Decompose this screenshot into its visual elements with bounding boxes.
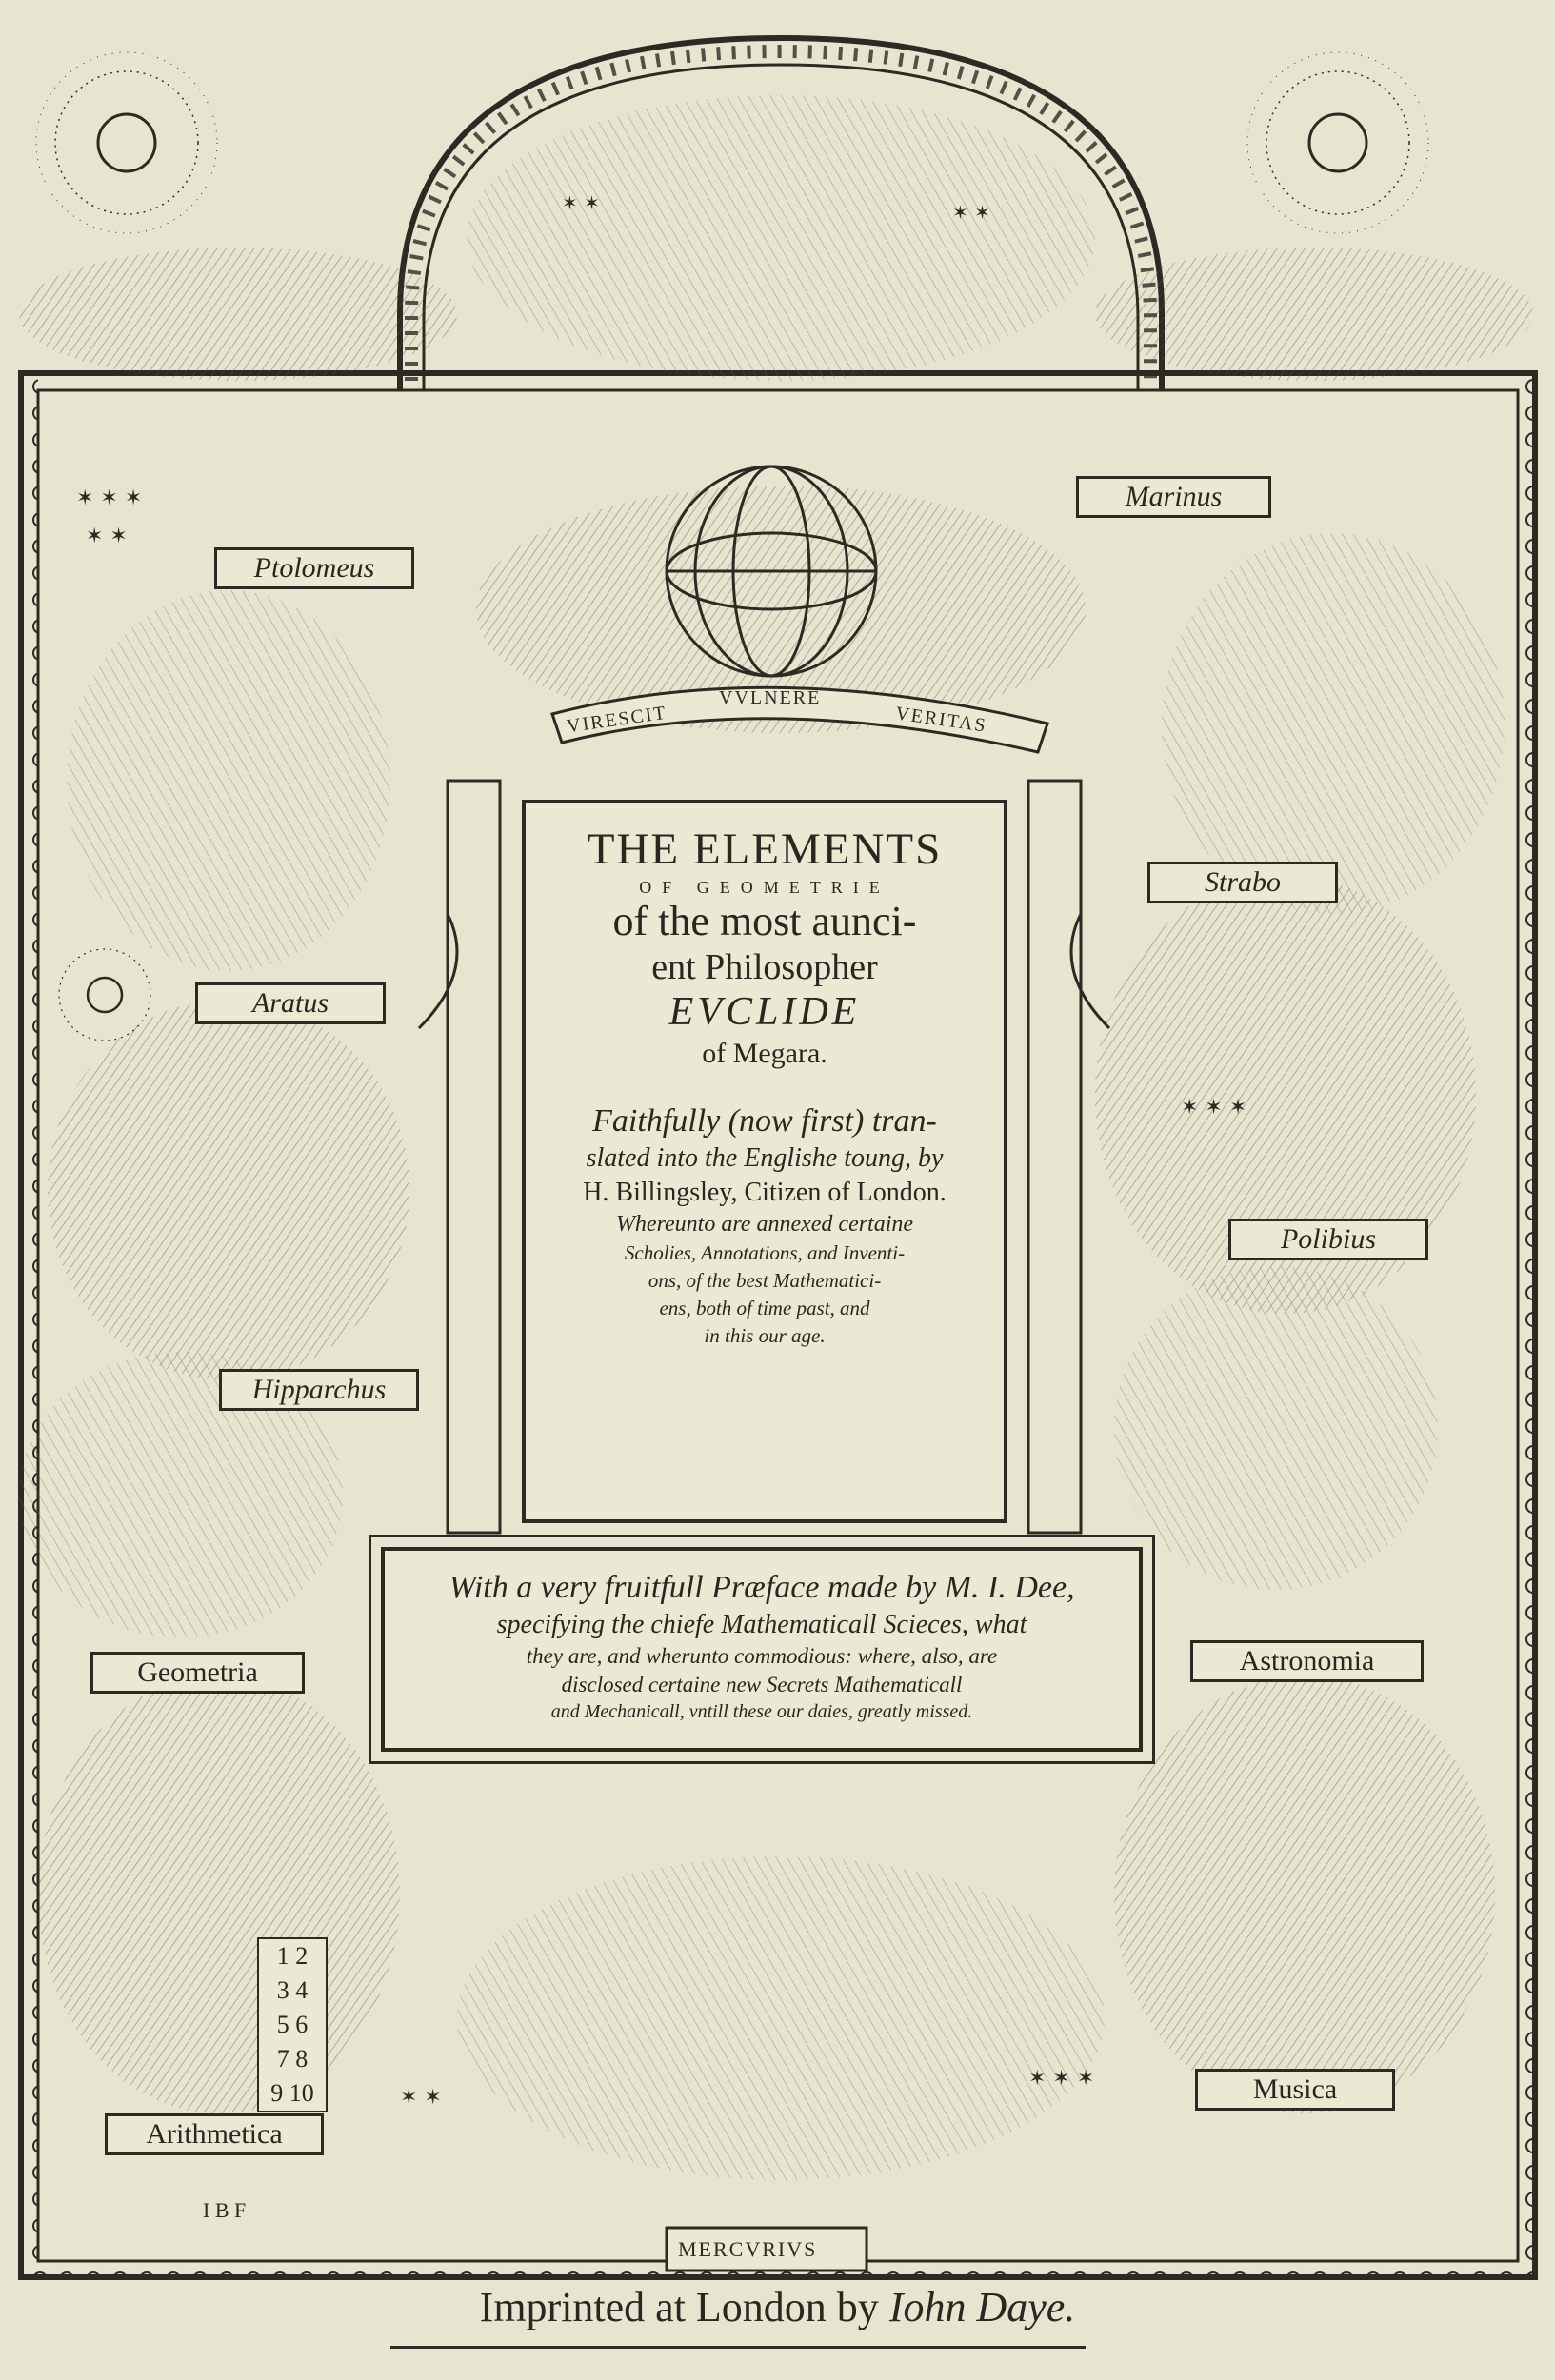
translation-line: ens, both of time past, and <box>659 1297 870 1319</box>
title-panel <box>522 800 1007 1523</box>
subtitle: OF GEOMETRIE <box>639 878 890 897</box>
tablet-row: 9 10 <box>270 2079 314 2107</box>
arithmetica-tablet <box>257 1937 328 2112</box>
label-hipparchus: Hipparchus <box>219 1369 419 1411</box>
motto-center: VVLNERE <box>719 687 822 708</box>
label-marinus: Marinus <box>1076 476 1271 518</box>
preface-line: disclosed certaine new Secrets Mathematicall <box>561 1673 963 1696</box>
motto-right: VERITAS <box>894 703 988 737</box>
author-name: EVCLIDE <box>668 990 861 1034</box>
svg-text:✶ ✶ ✶: ✶ ✶ ✶ <box>1181 1096 1247 1120</box>
title-line-2: ent Philosopher <box>651 947 878 987</box>
label-polibius: Polibius <box>1228 1219 1428 1260</box>
title-line-1: of the most aunci- <box>612 898 917 944</box>
svg-text:✶ ✶ ✶: ✶ ✶ ✶ <box>76 486 143 510</box>
tablet-row: 5 6 <box>276 2011 309 2038</box>
translation-line: Faithfully (now first) tran- <box>592 1103 937 1139</box>
imprint <box>0 2283 1555 2331</box>
title: THE ELEMENTS <box>587 824 943 874</box>
label-ptolomeus: Ptolomeus <box>214 547 414 589</box>
author-place: of Megara. <box>702 1038 827 1069</box>
label-musica: Musica <box>1195 2069 1395 2111</box>
tablet-row: 1 2 <box>276 1942 309 1970</box>
imprint-printer: Iohn Daye. <box>888 2284 1076 2330</box>
tablet-row: 7 8 <box>276 2045 309 2073</box>
translation-line: in this our age. <box>704 1324 826 1347</box>
preface-box <box>381 1547 1143 1752</box>
svg-text:✶ ✶ ✶: ✶ ✶ ✶ <box>1028 2067 1095 2091</box>
label-geometria: Geometria <box>90 1652 305 1694</box>
translation-line: H. Billingsley, Citizen of London. <box>583 1178 947 1207</box>
label-mercurius: MERCVRIVS <box>678 2237 818 2261</box>
translation-line: Scholies, Annotations, and Inventi- <box>624 1241 906 1264</box>
motto-left: VIRESCIT <box>565 702 668 738</box>
engraver-initials: I B F <box>203 2198 247 2222</box>
tablet-row: 3 4 <box>276 1976 309 2004</box>
preface-line: and Mechanicall, vntill these our daies, greatly missed. <box>550 1701 973 1722</box>
preface-line: they are, and wherunto commodious: where, also, are <box>526 1644 998 1668</box>
svg-text:✶ ✶: ✶ ✶ <box>952 201 990 224</box>
svg-text:✶ ✶: ✶ ✶ <box>86 525 128 548</box>
label-arithmetica: Arithmetica <box>105 2113 324 2155</box>
preface-line: specifying the chiefe Mathematicall Scieces, what <box>496 1610 1027 1639</box>
label-aratus: Aratus <box>195 982 386 1024</box>
sun-left-icon <box>36 52 217 233</box>
translation-line: Whereunto are annexed certaine <box>615 1212 914 1237</box>
translation-line: slated into the Englishe toung, by <box>586 1143 944 1173</box>
svg-text:✶ ✶: ✶ ✶ <box>562 191 600 214</box>
translation-line: ons, of the best Mathematici- <box>648 1269 882 1292</box>
imprint-rule <box>390 2346 1086 2349</box>
label-astronomia: Astronomia <box>1190 1640 1424 1682</box>
preface-line: With a very fruitfull Præface made by M. I. Dee, <box>449 1570 1075 1605</box>
imprint-prefix: Imprinted at London by <box>479 2284 889 2330</box>
sun-right-icon <box>1247 52 1428 233</box>
svg-text:✶ ✶: ✶ ✶ <box>400 2086 442 2110</box>
label-strabo: Strabo <box>1147 862 1338 903</box>
